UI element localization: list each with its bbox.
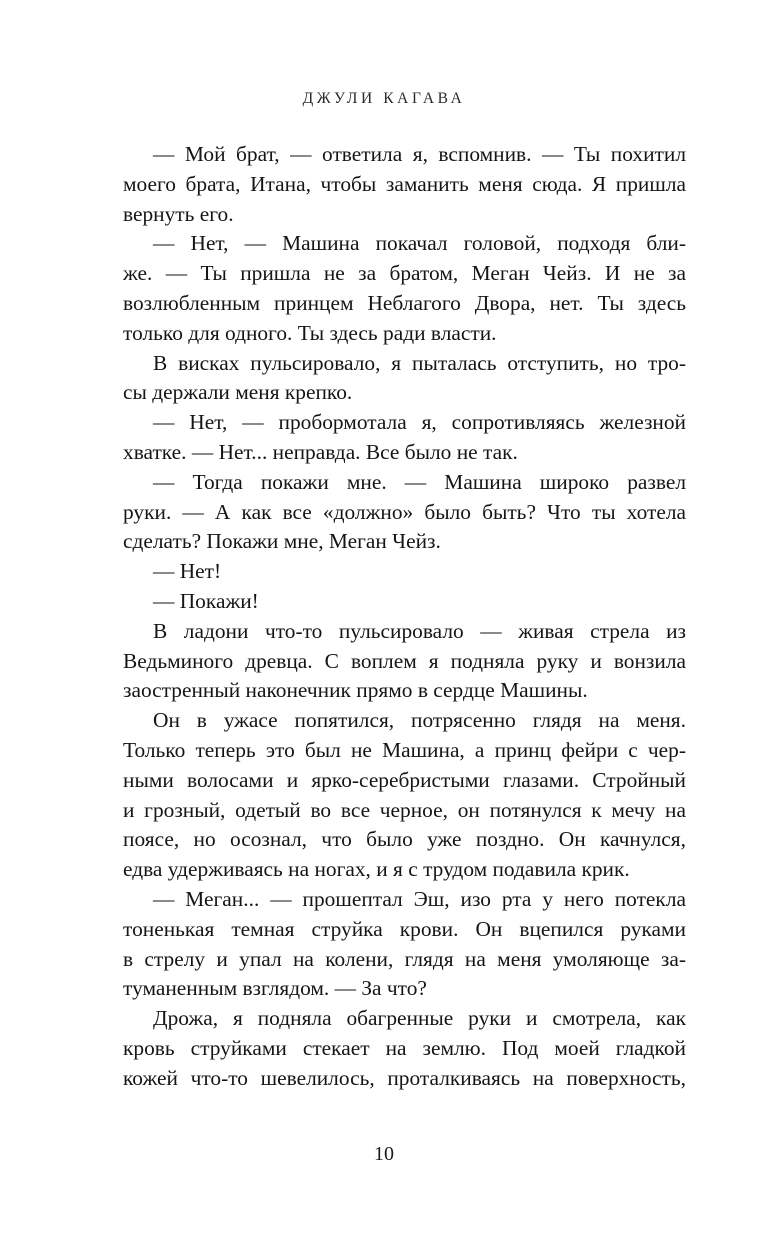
text-line: заостренный наконечник прямо в сердце Машины.	[123, 678, 588, 703]
text-line: — Мой брат, — ответила я, вспомнив. — Ты похитил	[153, 142, 686, 166]
text-line: хватке. — Нет... неправда. Все было не так.	[123, 439, 518, 464]
text-line: возлюбленным принцем Неблагого Двора, нет. Ты здесь	[123, 290, 686, 315]
text-line: В ладони что-то пульсировало — живая стрела из	[153, 618, 686, 643]
text-line: Только теперь это был не Машина, а принц фейри с чер-	[123, 737, 686, 762]
text-line: в стрелу и упал на колени, глядя на меня умоляюще за-	[123, 946, 686, 971]
text-line: ными волосами и ярко-серебристыми глазами. Стройный	[123, 767, 686, 792]
text-line: Ведьминого древца. С воплем я подняла руку и вонзила	[123, 648, 686, 673]
paragraph	[123, 706, 686, 885]
text-line: едва удерживаясь на ногах, и я с трудом подавила крик.	[123, 857, 630, 882]
text-line: туманенным взглядом. — За что?	[123, 976, 427, 1001]
text-line: тоненькая темная струйка крови. Он вцепился руками	[123, 916, 686, 941]
running-head-author: ДЖУЛИ КАГАВА	[302, 90, 466, 107]
text-line: — Покажи!	[153, 588, 259, 613]
text-line: Он в ужасе попятился, потрясенно глядя на меня.	[153, 708, 686, 733]
text-line: — Нет, — Машина покачал головой, подходя бли-	[153, 231, 686, 256]
paragraph	[123, 408, 686, 468]
text-line: руки. — А как все «должно» было быть? Что ты хотела	[123, 499, 686, 524]
text-line: Дрожа, я подняла обагренные руки и смотрела, как	[153, 1006, 686, 1031]
text-line: сделать? Покажи мне, Меган Чейз.	[123, 529, 441, 554]
text-line: В висках пульсировало, я пыталась отступить, но тро-	[153, 350, 686, 375]
text-line: — Нет!	[153, 559, 222, 584]
paragraph	[153, 557, 686, 587]
paragraph	[123, 468, 686, 557]
text-line: сы держали меня крепко.	[123, 380, 353, 405]
text-line: моего брата, Итана, чтобы заманить меня сюда. Я пришла	[123, 171, 686, 196]
paragraph	[123, 885, 686, 1004]
text-line: — Нет, — пробормотала я, сопротивляясь железной	[153, 410, 686, 435]
text-line: — Меган... — прошептал Эш, изо рта у него потекла	[153, 886, 686, 911]
text-line: поясе, но осознал, что было уже поздно. Он качнулся,	[123, 827, 686, 852]
paragraph	[123, 140, 686, 229]
paragraph	[123, 229, 686, 348]
text-line: вернуть его.	[123, 201, 234, 226]
text-line: — Тогда покажи мне. — Машина широко развел	[153, 469, 686, 494]
text-line: и грозный, одетый во все черное, он потянулся к мечу на	[123, 797, 686, 822]
text-line: кожей что-то шевелилось, проталкиваясь на поверхность,	[123, 1065, 686, 1090]
paragraph	[123, 349, 686, 409]
text-line: же. — Ты пришла не за братом, Меган Чейз. И не за	[123, 261, 686, 286]
body-text	[123, 140, 686, 1094]
text-line: только для одного. Ты здесь ради власти.	[123, 320, 497, 345]
text-line: кровь струйками стекает на землю. Под моей гладкой	[123, 1035, 686, 1060]
paragraph	[123, 1004, 686, 1093]
paragraph	[153, 587, 686, 617]
paragraph	[123, 617, 686, 706]
page-number: 10	[374, 1143, 394, 1165]
